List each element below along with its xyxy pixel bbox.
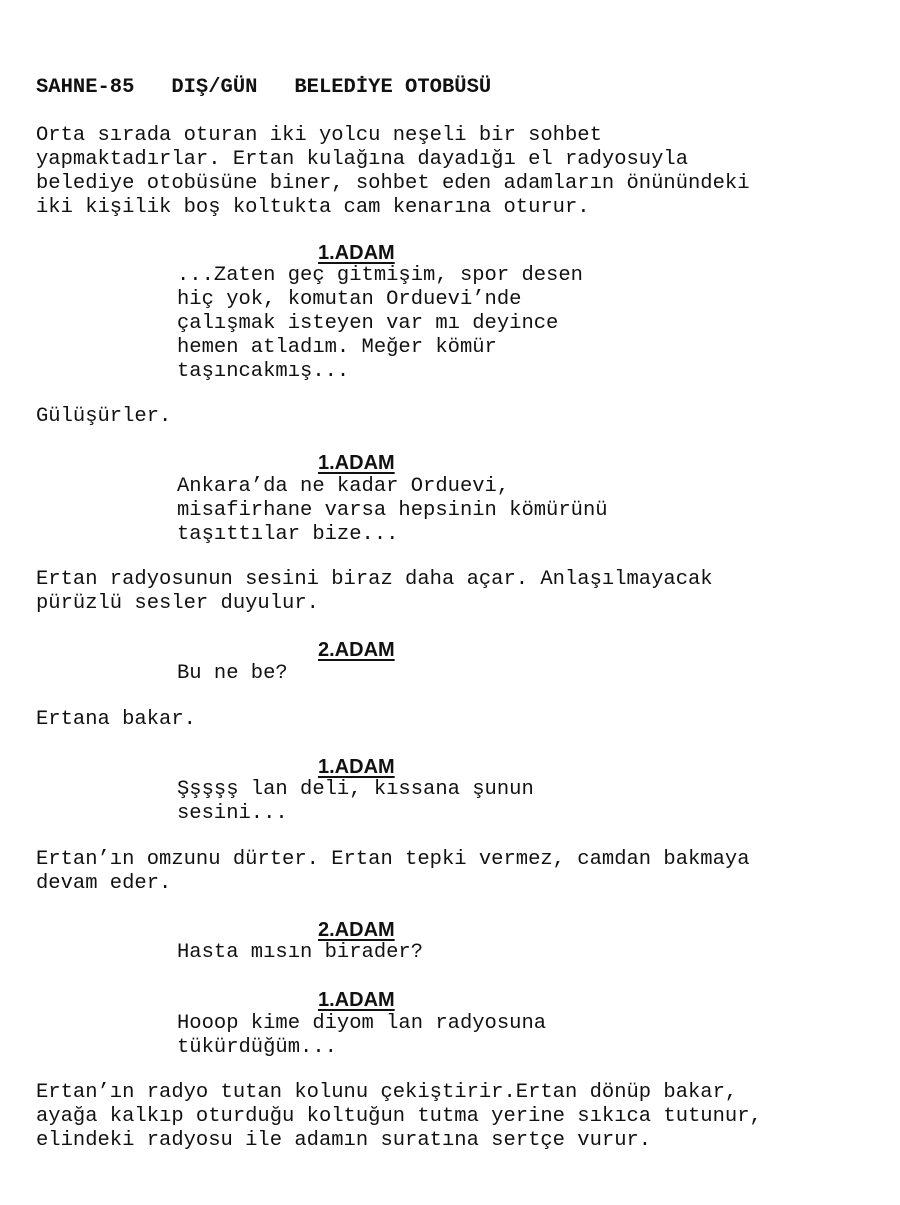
scene-heading: SAHNE-85 DIŞ/GÜN BELEDİYE OTOBÜSÜ <box>36 76 492 99</box>
character-name: 1.ADAM <box>318 989 395 1011</box>
action-paragraph: Ertan’ın omzunu dürter. Ertan tepki vermez, camdan bakmaya devam eder. <box>36 848 750 895</box>
dialogue-text: Şşşşş lan deli, kıssana şunun sesini... <box>177 778 534 825</box>
character-name: 2.ADAM <box>318 639 395 661</box>
action-paragraph: Orta sırada oturan iki yolcu neşeli bir sohbet yapmaktadırlar. Ertan kulağına dayadığı el radyosuyla belediye otobüsüne biner, sohbet eden adamların önünündeki iki kişilik boş koltukta cam kenarına oturur. <box>36 124 750 219</box>
character-name: 1.ADAM <box>318 242 395 264</box>
action-paragraph: Ertan’ın radyo tutan kolunu çekiştirir.Ertan dönüp bakar, ayağa kalkıp oturduğu koltuğun tutma yerine sıkıca tutunur, elindeki radyosu ile adamın suratına sertçe vurur. <box>36 1081 762 1152</box>
action-paragraph: Gülüşürler. <box>36 405 172 428</box>
dialogue-text: Hooop kime diyom lan radyosuna tükürdüğüm... <box>177 1012 547 1059</box>
character-name: 2.ADAM <box>318 919 395 941</box>
dialogue-text: ...Zaten geç gitmişim, spor desen hiç yok, komutan Orduevi’nde çalışmak isteyen var mı deyince hemen atladım. Meğer kömür taşıncakmış... <box>177 264 583 383</box>
action-paragraph: Ertan radyosunun sesini biraz daha açar. Anlaşılmayacak pürüzlü sesler duyulur. <box>36 568 713 615</box>
character-name: 1.ADAM <box>318 756 395 778</box>
action-paragraph: Ertana bakar. <box>36 708 196 731</box>
dialogue-text: Hasta mısın birader? <box>177 941 424 964</box>
character-name: 1.ADAM <box>318 452 395 474</box>
dialogue-text: Bu ne be? <box>177 662 288 685</box>
dialogue-text: Ankara’da ne kadar Orduevi, misafirhane varsa hepsinin kömürünü taşıttılar bize... <box>177 475 608 546</box>
